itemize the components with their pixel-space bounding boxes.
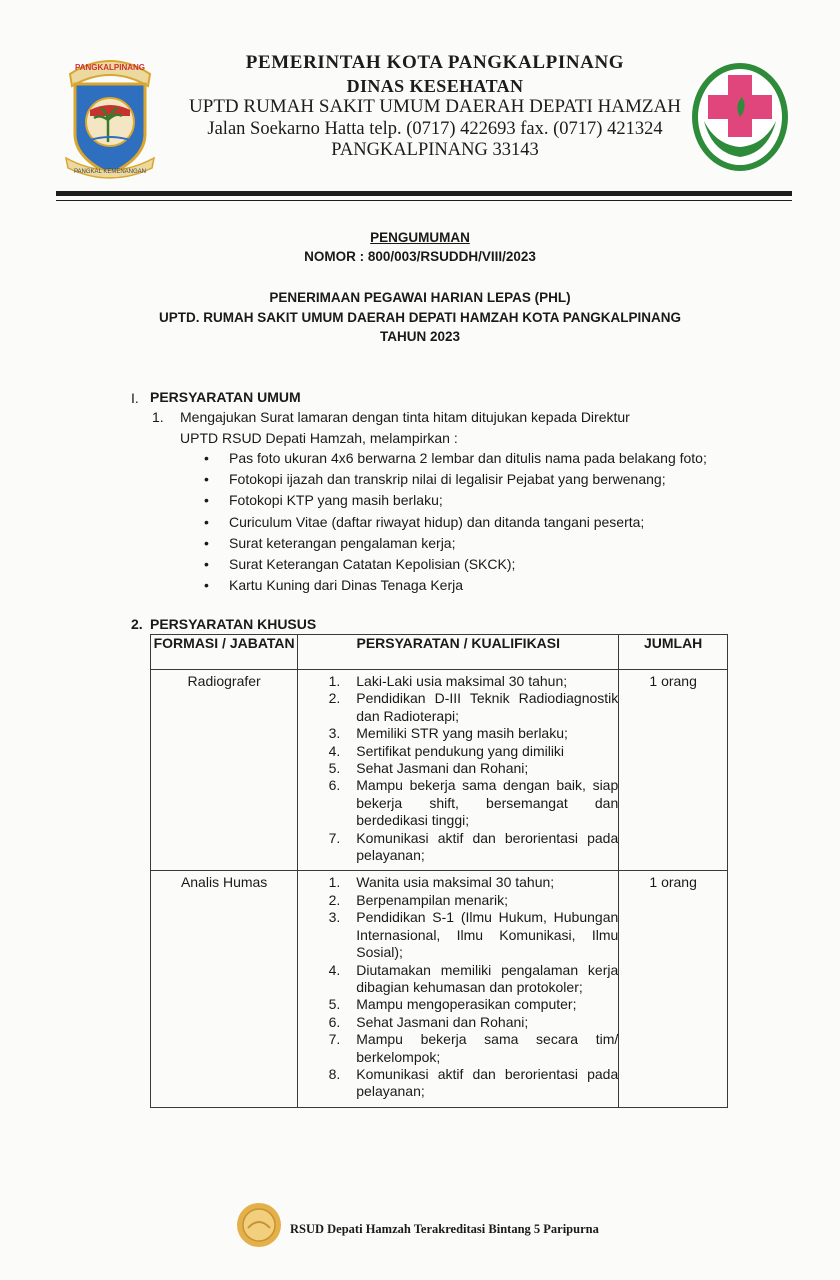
announcement-title-3: TAHUN 2023 (379, 329, 461, 344)
qualification-item (298, 743, 618, 760)
general-requirement-item: Kartu Kuning dari Dinas Tenaga Kerja (229, 577, 464, 594)
qualification-item (298, 892, 618, 909)
position-name: Radiografer (151, 670, 298, 871)
qualification-text: Wanita usia maksimal 30 tahun; (356, 874, 555, 891)
qualification-text: Sehat Jasmani dan Rohani; (356, 760, 529, 777)
qualification-item (298, 725, 618, 742)
qualification-number: 5. (328, 996, 341, 1013)
letterhead-rule-thick (56, 191, 792, 196)
qualification-number: 6. (328, 1013, 341, 1030)
header-requirements: PERSYARATAN / KUALIFIKASI (298, 635, 619, 670)
section-1-item-line-1: Mengajukan Surat lamaran dengan tinta hitam ditujukan kepada Direktur (180, 409, 630, 425)
bullet-dot: • (204, 471, 209, 488)
qualification-text: Sertifikat pendukung yang dimiliki (356, 742, 565, 759)
qualification-number: 4. (328, 742, 341, 759)
section-1-marker: I. (131, 390, 139, 406)
qualification-number: 4. (328, 961, 341, 978)
qualification-number: 3. (328, 725, 341, 742)
bullet-dot: • (204, 450, 209, 466)
qualification-text: Memiliki STR yang masih berlaku; (356, 725, 568, 742)
letterhead-city: PANGKALPINANG 33143 (331, 140, 539, 160)
announcement-number: NOMOR : 800/003/RSUDDH/VIII/2023 (304, 249, 536, 264)
qualification-text: Diutamakan memiliki pengalaman kerja dibagian kehumasan dan protokoler; (356, 961, 619, 995)
qualification-number: 8. (328, 1065, 341, 1082)
announcement-title-1: PENERIMAAN PEGAWAI HARIAN LEPAS (PHL) (269, 290, 571, 305)
position-name: Analis Humas (151, 871, 298, 1107)
header-position: FORMASI / JABATAN (151, 635, 298, 670)
footer-accreditation-text: RSUD Depati Hamzah Terakreditasi Bintang 5 Paripurna (290, 1222, 599, 1236)
general-requirement-item: Fotokopi ijazah dan transkrip nilai di legalisir Pejabat yang berwenang; (229, 471, 666, 488)
letterhead-rule-thin (56, 200, 792, 201)
qualification-item (298, 1066, 618, 1101)
general-requirement-item: Pas foto ukuran 4x6 berwarna 2 lembar dan ditulis nama pada belakang foto; (229, 450, 707, 466)
qualification-list (298, 670, 618, 870)
svg-text:PANGKALPINANG: PANGKALPINANG (74, 63, 146, 72)
letterhead-department: DINAS KESEHATAN (346, 76, 524, 96)
general-requirement-item: Curiculum Vitae (daftar riwayat hidup) dan ditanda tangani peserta; (229, 513, 645, 530)
qualification-text: Sehat Jasmani dan Rohani; (356, 1013, 529, 1030)
qualification-number: 7. (328, 1031, 341, 1048)
letterhead-address: Jalan Soekarno Hatta telp. (0717) 422693 fax. (0717) 421324 (207, 119, 663, 139)
qualification-item (298, 673, 618, 690)
section-1-title: PERSYARATAN UMUM (150, 389, 301, 405)
letterhead-hospital: UPTD RUMAH SAKIT UMUM DAERAH DEPATI HAMZAH (189, 96, 681, 117)
qualification-item (298, 1031, 618, 1066)
qualification-number: 1. (328, 673, 341, 689)
announcement-title-2: UPTD. RUMAH SAKIT UMUM DAERAH DEPATI HAMZAH KOTA PANGKALPINANG (159, 310, 681, 325)
qualification-number: 7. (328, 829, 341, 846)
qualification-text: Berpenampilan menarik; (356, 891, 509, 908)
qualification-item (298, 1014, 618, 1031)
svg-text:PANGKAL KEMENANGAN: PANGKAL KEMENANGAN (73, 169, 147, 175)
qualification-item (298, 690, 618, 725)
qualification-text: Komunikasi aktif dan berorientasi pada pelayanan; (356, 829, 619, 864)
letterhead-government: PEMERINTAH KOTA PANGKALPINANG (245, 52, 625, 73)
qualification-text: Komunikasi aktif dan berorientasi pada pelayanan; (356, 1065, 619, 1100)
general-requirement-item: Surat Keterangan Catatan Kepolisian (SKCK); (229, 556, 516, 572)
qualification-text: Mampu bekerja sama dengan baik, siap bekerja shift, bersemangat dan berdedikasi tinggi; (356, 777, 619, 829)
table-row (151, 670, 728, 871)
qualification-item (298, 996, 618, 1013)
bullet-dot: • (204, 513, 209, 530)
qualification-item (298, 874, 618, 891)
qualification-number: 2. (328, 891, 341, 908)
section-1-item-number: 1. (152, 409, 164, 425)
qualification-text: Pendidikan D-III Teknik Radiodiagnostik dan Radioterapi; (356, 690, 619, 724)
general-requirement-item: Fotokopi KTP yang masih berlaku; (229, 492, 443, 509)
qualification-number: 6. (328, 777, 341, 794)
qualification-item (298, 777, 618, 829)
qualification-item (298, 909, 618, 961)
qualification-text: Mampu bekerja sama secara tim/ berkelompok; (356, 1031, 619, 1065)
section-2-marker: 2. (131, 616, 143, 632)
bullet-dot: • (204, 577, 209, 594)
qualification-item (298, 962, 618, 997)
qualification-number: 2. (328, 690, 341, 707)
qualification-item (298, 760, 618, 777)
qualification-number: 3. (328, 909, 341, 926)
qualification-text: Mampu mengoperasikan computer; (356, 996, 577, 1013)
general-requirement-item: Surat keterangan pengalaman kerja; (229, 534, 456, 551)
qualification-text: Pendidikan S-1 (Ilmu Hukum, Hubungan Internasional, Ilmu Komunikasi, Ilmu Sosial); (356, 909, 619, 961)
bullet-dot: • (204, 556, 209, 572)
bullet-dot: • (204, 534, 209, 551)
qualification-number: 5. (328, 760, 341, 777)
table-row (151, 871, 728, 1107)
qualification-item (298, 830, 618, 865)
qualification-list (298, 871, 618, 1106)
bullet-dot: • (204, 492, 209, 509)
section-2-title: PERSYARATAN KHUSUS (150, 616, 317, 632)
position-quantity: 1 orang (619, 871, 728, 1107)
announcement-heading: PENGUMUMAN (370, 230, 470, 245)
city-emblem-logo (60, 46, 160, 182)
header-quantity: JUMLAH (619, 635, 728, 670)
accreditation-seal (236, 1202, 282, 1248)
qualification-text: Laki-Laki usia maksimal 30 tahun; (356, 673, 568, 689)
requirements-table (150, 634, 728, 1108)
position-quantity: 1 orang (619, 670, 728, 871)
qualification-number: 1. (328, 874, 341, 891)
section-1-item-line-2: UPTD RSUD Depati Hamzah, melampirkan : (180, 430, 458, 446)
health-office-logo (690, 61, 790, 173)
